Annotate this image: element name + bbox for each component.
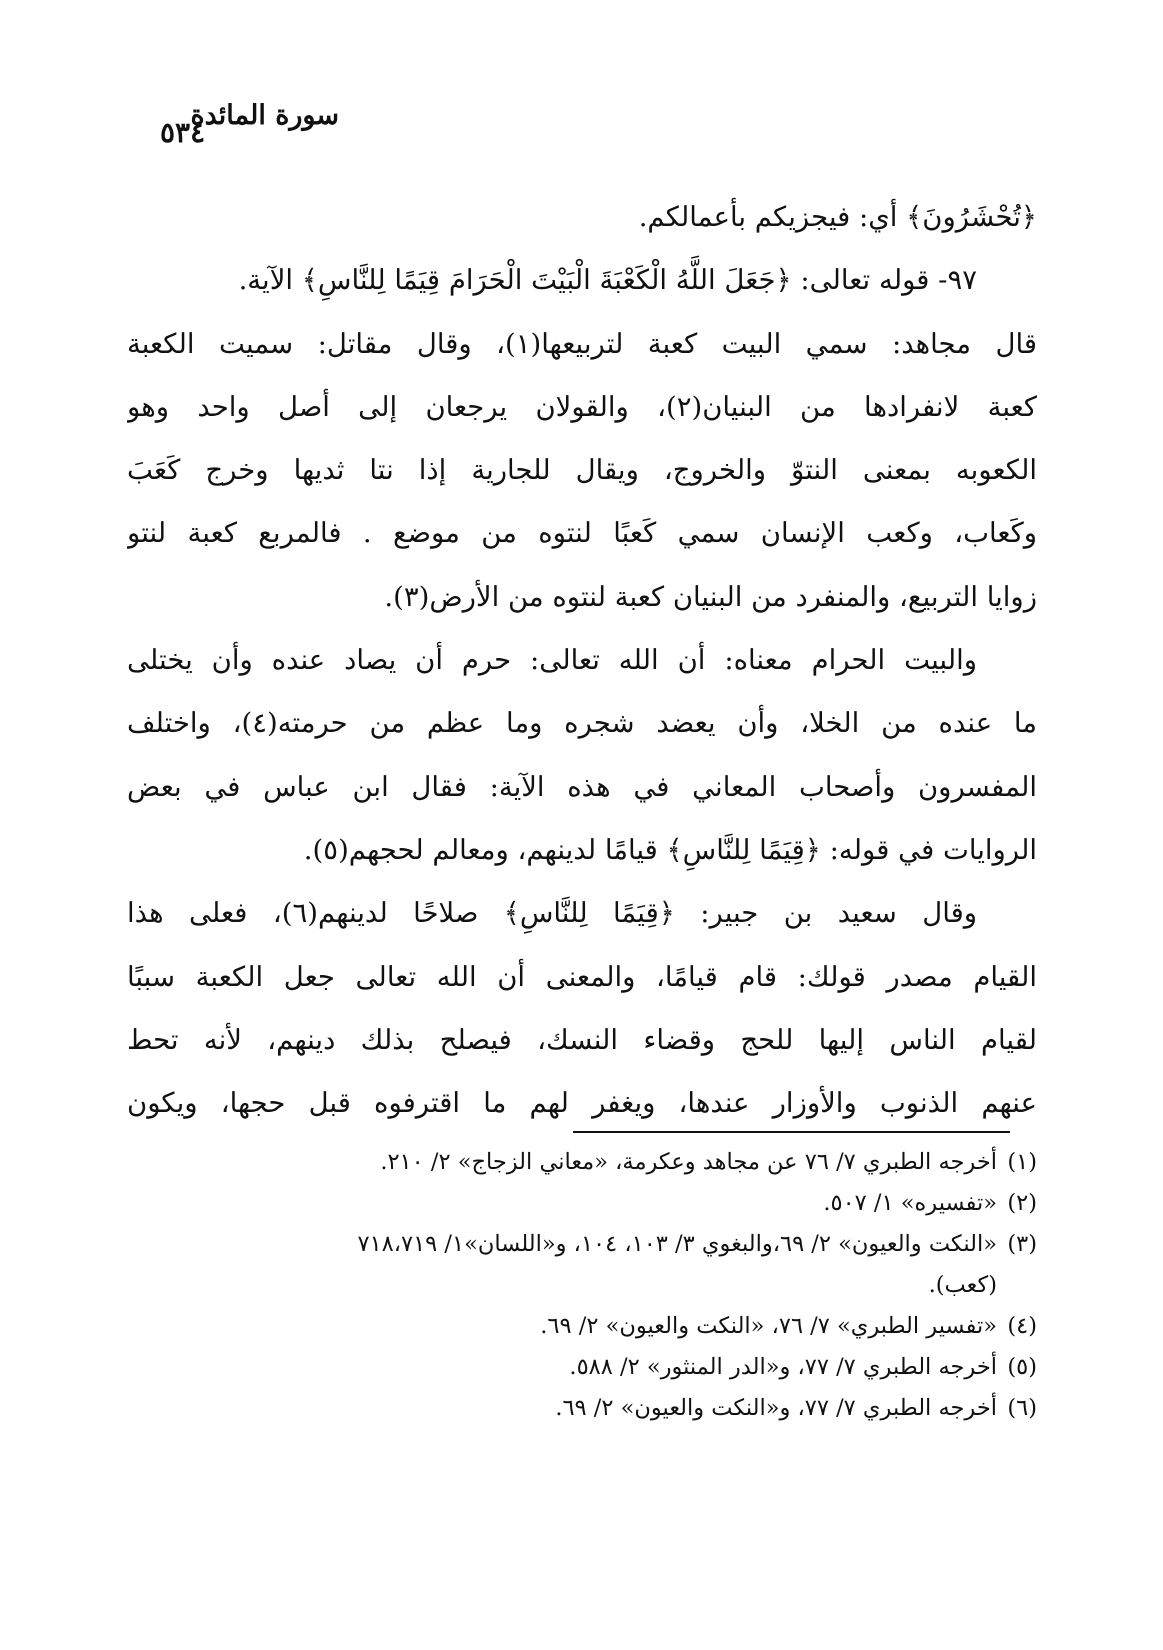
text-line: وقال سعيد بن جبير: ﴿قِيَمًا لِلنَّاسِ﴾ صلاحًا لدينهم(٦)، فعلى هذا <box>127 897 977 930</box>
footnote-number: (٤) <box>1007 1313 1037 1339</box>
footnote <box>127 1183 1037 1224</box>
footnote-number: (٢) <box>1007 1190 1037 1216</box>
footnote-text: «تفسيره» ١/ ٥٠٧. <box>823 1190 997 1216</box>
footnote-continuation <box>127 1265 1037 1306</box>
footnote-text: «تفسير الطبري» ٧/ ٧٦، «النكت والعيون» ٢/ ٦٩. <box>540 1313 997 1339</box>
footnote-text: أخرجه الطبري ٧/ ٧٦ عن مجاهد وعكرمة، «معاني الزجاج» ٢/ ٢١٠. <box>380 1149 997 1175</box>
page-number: ٥٣٤ <box>160 116 206 149</box>
footnote <box>127 1347 1037 1388</box>
text-line: وكَعاب، وكعب الإنسان سمي كَعبًا لنتوه من موضع . فالمربع كعبة لنتو <box>127 517 1037 550</box>
footnote-text: «النكت والعيون» ٢/ ٦٩،والبغوي ٣/ ١٠٣، ١٠٤، و«اللسان»١/ ٧١٨،٧١٩ <box>357 1231 997 1257</box>
footnote-text: (كعب). <box>928 1272 997 1298</box>
text-line: زوايا التربيع، والمنفرد من البنيان كعبة لنتوه من الأرض(٣). <box>384 580 1037 613</box>
text-line: قال مجاهد: سمي البيت كعبة لتربيعها(١)، وقال مقاتل: سميت الكعبة <box>127 327 1037 360</box>
main-text <box>127 186 1037 1135</box>
text-line: القيام مصدر قولك: قام قيامًا، والمعنى أن الله تعالى جعل الكعبة سببًا <box>127 960 1037 993</box>
footnote <box>127 1306 1037 1347</box>
footnote <box>127 1388 1037 1429</box>
text-line: ما عنده من الخلا، وأن يعضد شجره وما عظم من حرمته(٤)، واختلف <box>127 707 1037 740</box>
footnote <box>127 1142 1037 1183</box>
text-line: الروايات في قوله: ﴿قِيَمًا لِلنَّاسِ﴾ قيامًا لدينهم، ومعالم لحجهم(٥). <box>303 833 1037 866</box>
footnote-number: (٥) <box>1007 1354 1037 1380</box>
footnote-number: (٣) <box>1007 1231 1037 1257</box>
text-line: ﴿تُحْشَرُونَ﴾ أي: فيجزيكم بأعمالكم. <box>638 201 1037 233</box>
footnote-number: (١) <box>1007 1149 1037 1175</box>
footnotes <box>127 1142 1037 1429</box>
text-line: الكعوبه بمعنى النتوّ والخروج، ويقال للجارية إذا نتا ثديها وخرج كَعَبَ <box>127 454 1037 487</box>
text-line: المفسرون وأصحاب المعاني في هذه الآية: فقال ابن عباس في بعض <box>127 770 1037 803</box>
text-line: والبيت الحرام معناه: أن الله تعالى: حرم أن يصاد عنده وأن يختلى <box>127 644 977 677</box>
footnote-separator <box>573 1131 1010 1133</box>
text-line: كعبة لانفرادها من البنيان(٢)، والقولان يرجعان إلى أصل واحد وهو <box>127 390 1037 423</box>
footnote-text: أخرجه الطبري ٧/ ٧٧، و«الدر المنثور» ٢/ ٥٨٨. <box>569 1354 997 1380</box>
footnote-text: أخرجه الطبري ٧/ ٧٧، و«النكت والعيون» ٢/ ٦٩. <box>555 1395 997 1421</box>
text-line: لقيام الناس إليها للحج وقضاء النسك، فيصلح بذلك دينهم، لأنه تحط <box>127 1023 1037 1056</box>
surah-title: سورة المائدة <box>190 100 339 131</box>
footnote <box>127 1224 1037 1265</box>
footnote-number: (٦) <box>1007 1395 1037 1421</box>
text-line: عنهم الذنوب والأوزار عندها، ويغفر لهم ما اقترفوه قبل حجها، ويكون <box>127 1087 1037 1120</box>
text-line: ٩٧- قوله تعالى: ﴿جَعَلَ اللَّهُ الْكَعْبَةَ الْبَيْتَ الْحَرَامَ قِيَمًا لِلنَّاسِ﴾ الآية. <box>238 264 977 297</box>
